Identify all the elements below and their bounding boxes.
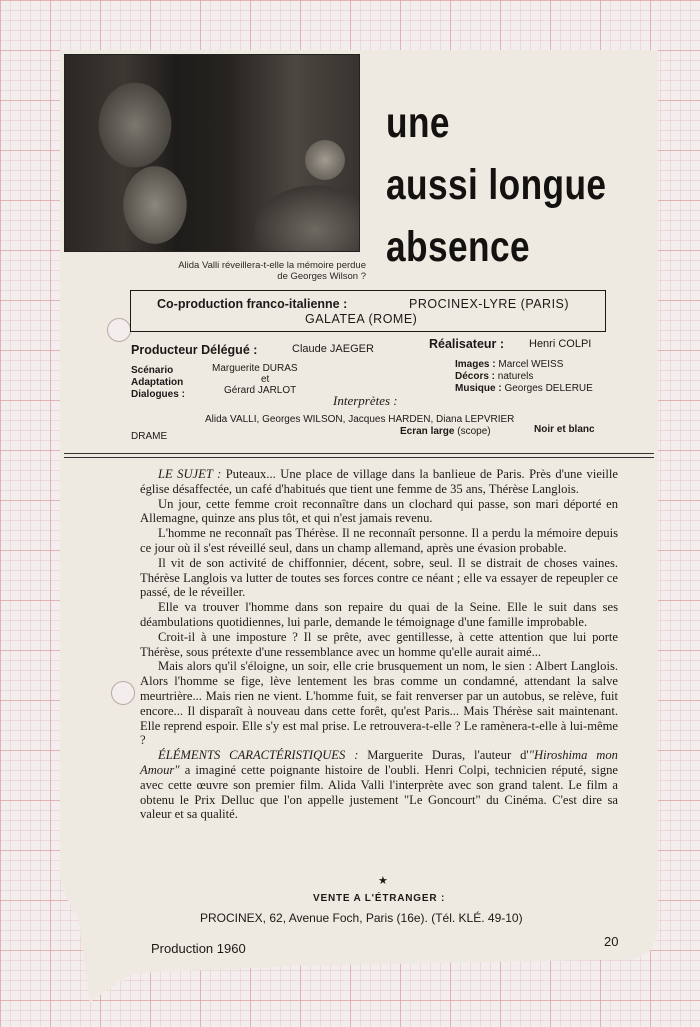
producer-label: Producteur Délégué :	[131, 343, 258, 357]
synopsis-text	[140, 467, 618, 822]
interpretes-label: Interprètes :	[333, 393, 398, 408]
coproduction-company-1: PROCINEX-LYRE (PARIS)	[409, 297, 570, 311]
production-year: Production 1960	[151, 941, 246, 956]
title-line: une	[386, 99, 450, 147]
writers-et: et	[261, 374, 270, 385]
synopsis-paragraph: Croit-il à une imposture ? Il se prête, avec gentillesse, à cette attention que lui porte Thérèse, sous prétexte d'une ressemblance avec un homme qu'elle aurait aimé...	[140, 629, 618, 659]
divider	[64, 457, 654, 458]
star-icon: ★	[378, 875, 388, 887]
writer-1: Marguerite DURAS	[212, 363, 298, 374]
caption-line: Alida Valli réveillera-t-elle la mémoire perdue	[178, 260, 366, 271]
elements-label: ÉLÉMENTS CARACTÉRISTIQUES :	[158, 748, 359, 763]
punch-hole	[107, 318, 131, 342]
synopsis-paragraph: Un jour, cette femme croit reconnaître dans un clochard qui passe, son mari déporté en Allemagne, quinze ans plus tôt, et qui n'est jamais revenu.	[140, 496, 618, 526]
photo-caption	[116, 260, 366, 282]
writer-2: Gérard JARLOT	[224, 385, 297, 396]
punch-hole	[111, 681, 135, 705]
writers-label: Scénario	[131, 365, 174, 376]
synopsis-paragraph: LE SUJET : Puteaux... Une place de village dans la banlieue de Paris. Près d'une vieille église désaffectée, un café d'habitués que tient une femme de 35 ans, Thérèse Langlois.	[140, 467, 618, 496]
ecran-label: Ecran large	[400, 426, 455, 437]
synopsis-paragraph: Mais alors qu'il s'éloigne, un soir, elle crie brusquement un nom, le sien : Albert Langlois. Alors l'homme se fige, lève lentement les bras comme un condamné, attendant la salve meurtrière... Mais rien ne vient. L'homme fuit, se fait renverser par un autobus, se relève, fuit encore... Il disparaît à nouveau dans cette forêt, qu'est Paris... Mais Thérèse sait maintenant. Elle reprend espoir. Elle s'y est mal prise. Le retrouvera-t-elle ? Le ramènera-t-elle à lui-même ?	[140, 659, 618, 748]
color-format: Noir et blanc	[534, 424, 595, 435]
ecran-info	[400, 426, 491, 437]
decors-value: naturels	[497, 371, 534, 382]
images-label: Images :	[455, 359, 496, 370]
director-value: Henri COLPI	[529, 338, 592, 350]
writers-label: Dialogues :	[131, 389, 185, 400]
writers-labels	[131, 365, 185, 401]
film-title	[386, 92, 606, 278]
technical-credits	[455, 359, 593, 395]
genre: DRAME	[131, 431, 168, 442]
musique-label: Musique :	[455, 383, 502, 394]
writers-label: Adaptation	[131, 377, 184, 388]
decors-label: Décors :	[455, 371, 496, 382]
synopsis-paragraph: ÉLÉMENTS CARACTÉRISTIQUES : Marguerite Duras, l'auteur d'"Hiroshima mon Amour" a imaginé cette poignante histoire de l'oubli. Henri Colpi, technicien réputé, signe avec cette œuvre son premier film. Alida Valli l'interprète avec son grand talent. Le film a obtenu le Prix Delluc que l'on appelle justement "Le Goncourt" du Cinéma. C'est dire sa valeur et sa qualité.	[140, 748, 618, 822]
subject-label: LE SUJET :	[158, 467, 222, 481]
divider	[64, 453, 654, 454]
producer-value: Claude JAEGER	[292, 343, 374, 355]
coproduction-company-2: GALATEA (ROME)	[305, 312, 418, 326]
synopsis-paragraph: L'homme ne reconnaît pas Thérèse. Il ne reconnaît personne. Il a perdu la mémoire depuis ce jour où il s'est réveillé seul, dans un champ allemand, après une évasion probable.	[140, 526, 618, 555]
caption-line: de Georges Wilson ?	[277, 271, 366, 282]
synopsis-paragraph: Elle va trouver l'homme dans son repaire du quai de la Seine. Elle le suit dans ses déambulations quotidiennes, lui parle, demande le témoignage d'une famille improbable.	[140, 600, 618, 629]
cast-list: Alida VALLI, Georges WILSON, Jacques HARDEN, Diana LEPVRIER	[205, 414, 515, 425]
film-still-photo	[64, 54, 360, 252]
director-label: Réalisateur :	[429, 337, 505, 351]
synopsis-paragraph: Il vit de son activité de chiffonnier, décent, sobre, seul. Il se distrait de choses vaines. Thérèse Langlois va lutter de toutes ses forces contre ce néant ; elle va essayer de repeupler ce passé, de le réveiller.	[140, 555, 618, 600]
musique-value: Georges DELERUE	[504, 383, 593, 394]
ecran-value: (scope)	[457, 426, 491, 437]
foreign-sales-label: VENTE A L'ÉTRANGER :	[313, 893, 446, 904]
coproduction-box	[130, 290, 606, 332]
title-line: absence	[386, 223, 530, 271]
images-value: Marcel WEISS	[498, 359, 564, 370]
sales-address: PROCINEX, 62, Avenue Foch, Paris (16e). (Tél. KLÉ. 49-10)	[200, 911, 523, 925]
coproduction-label: Co-production franco-italienne :	[157, 297, 348, 311]
page-number: 20	[604, 934, 619, 949]
title-line: aussi longue	[386, 161, 607, 209]
